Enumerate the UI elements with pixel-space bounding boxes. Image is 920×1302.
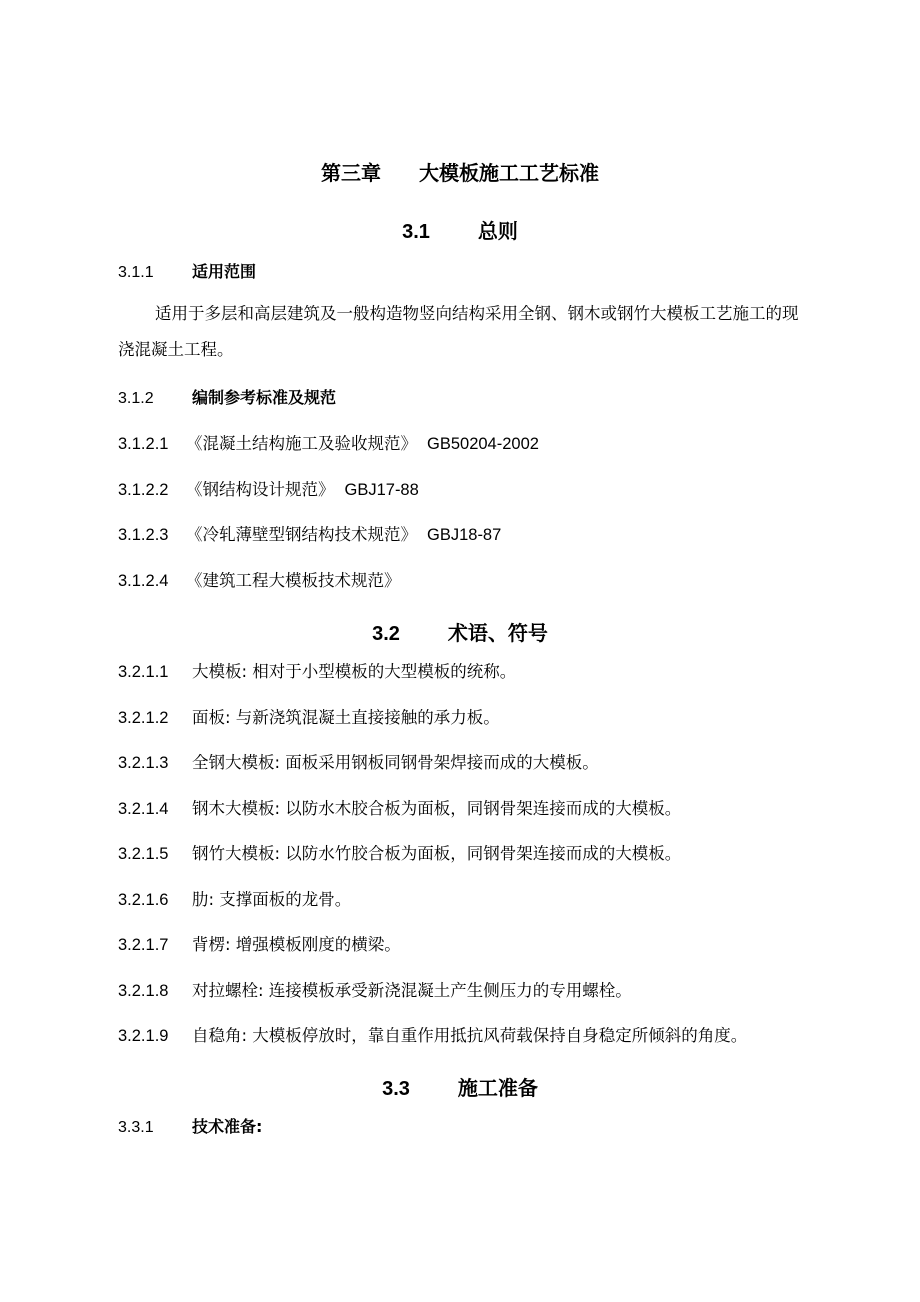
item-number: 3.2.1.3	[118, 754, 169, 772]
section-title: 总则	[477, 219, 518, 243]
section-number: 3.2	[372, 623, 400, 645]
reference-item	[118, 521, 501, 545]
term-item	[118, 886, 351, 910]
chapter-title: 大模板施工工艺标准	[419, 161, 599, 185]
section-number: 3.1	[402, 221, 430, 243]
subsection-3-1-2	[118, 385, 336, 408]
section-heading-3-3	[0, 1072, 920, 1101]
subsection-number: 3.1.1	[118, 264, 154, 281]
subsection-title: 技术准备:	[192, 1117, 263, 1136]
reference-code: GB50204-2002	[427, 435, 539, 453]
term-item	[118, 977, 632, 1001]
reference-title: 《钢结构设计规范》	[186, 480, 335, 499]
term-text: 全钢大模板: 面板采用钢板同钢骨架焊接而成的大模板。	[192, 753, 599, 772]
term-item	[118, 658, 516, 682]
subsection-number: 3.3.1	[118, 1119, 154, 1136]
subsection-title: 适用范围	[192, 262, 257, 281]
section-number: 3.3	[382, 1078, 410, 1100]
term-text: 面板: 与新浇筑混凝土直接接触的承力板。	[192, 708, 500, 727]
reference-title: 《建筑工程大模板技术规范》	[186, 571, 401, 590]
reference-item	[118, 430, 539, 454]
subsection-3-1-1	[118, 259, 256, 282]
chapter-heading	[0, 157, 920, 186]
term-text: 背楞: 增强模板刚度的横梁。	[192, 935, 401, 954]
item-number: 3.1.2.3	[118, 526, 169, 544]
term-item	[118, 704, 500, 728]
item-number: 3.2.1.5	[118, 845, 169, 863]
scope-text: 适用于多层和高层建筑及一般构造物竖向结构采用全钢、钢木或钢竹大模板工艺施工的现浇混凝土工程。	[118, 304, 799, 359]
item-number: 3.2.1.4	[118, 800, 169, 818]
term-text: 肋: 支撑面板的龙骨。	[192, 890, 352, 909]
term-item	[118, 840, 681, 864]
subsection-title: 编制参考标准及规范	[192, 388, 337, 407]
section-heading-3-2	[0, 617, 920, 646]
reference-code: GBJ18-87	[427, 526, 502, 544]
term-item	[118, 1022, 747, 1046]
reference-title: 《混凝土结构施工及验收规范》	[186, 434, 417, 453]
term-text: 大模板: 相对于小型模板的大型模板的统称。	[192, 662, 517, 681]
term-text: 钢竹大模板: 以防水竹胶合板为面板，同钢骨架连接而成的大模板。	[192, 844, 682, 863]
item-number: 3.1.2.1	[118, 435, 169, 453]
section-heading-3-1	[0, 215, 920, 244]
term-text: 自稳角: 大模板停放时，靠自重作用抵抗风荷载保持自身稳定所倾斜的角度。	[192, 1026, 748, 1045]
section-title: 施工准备	[457, 1076, 538, 1100]
term-text: 钢木大模板: 以防水木胶合板为面板，同钢骨架连接而成的大模板。	[192, 799, 682, 818]
subsection-3-3-1	[118, 1114, 262, 1137]
term-item	[118, 795, 681, 819]
reference-title: 《冷轧薄壁型钢结构技术规范》	[186, 525, 417, 544]
item-number: 3.1.2.2	[118, 481, 169, 499]
reference-item	[118, 567, 401, 591]
item-number: 3.2.1.7	[118, 936, 169, 954]
item-number: 3.2.1.1	[118, 663, 169, 681]
scope-paragraph	[118, 296, 808, 368]
reference-item	[118, 476, 419, 500]
term-text: 对拉螺栓: 连接模板承受新浇混凝土产生侧压力的专用螺栓。	[192, 981, 632, 1000]
item-number: 3.2.1.8	[118, 982, 169, 1000]
item-number: 3.1.2.4	[118, 572, 169, 590]
item-number: 3.2.1.9	[118, 1027, 169, 1045]
item-number: 3.2.1.6	[118, 891, 169, 909]
reference-code: GBJ17-88	[344, 481, 419, 499]
subsection-number: 3.1.2	[118, 390, 154, 407]
section-title: 术语、符号	[447, 621, 548, 645]
item-number: 3.2.1.2	[118, 709, 169, 727]
term-item	[118, 931, 401, 955]
term-item	[118, 749, 599, 773]
chapter-number: 第三章	[321, 161, 381, 185]
